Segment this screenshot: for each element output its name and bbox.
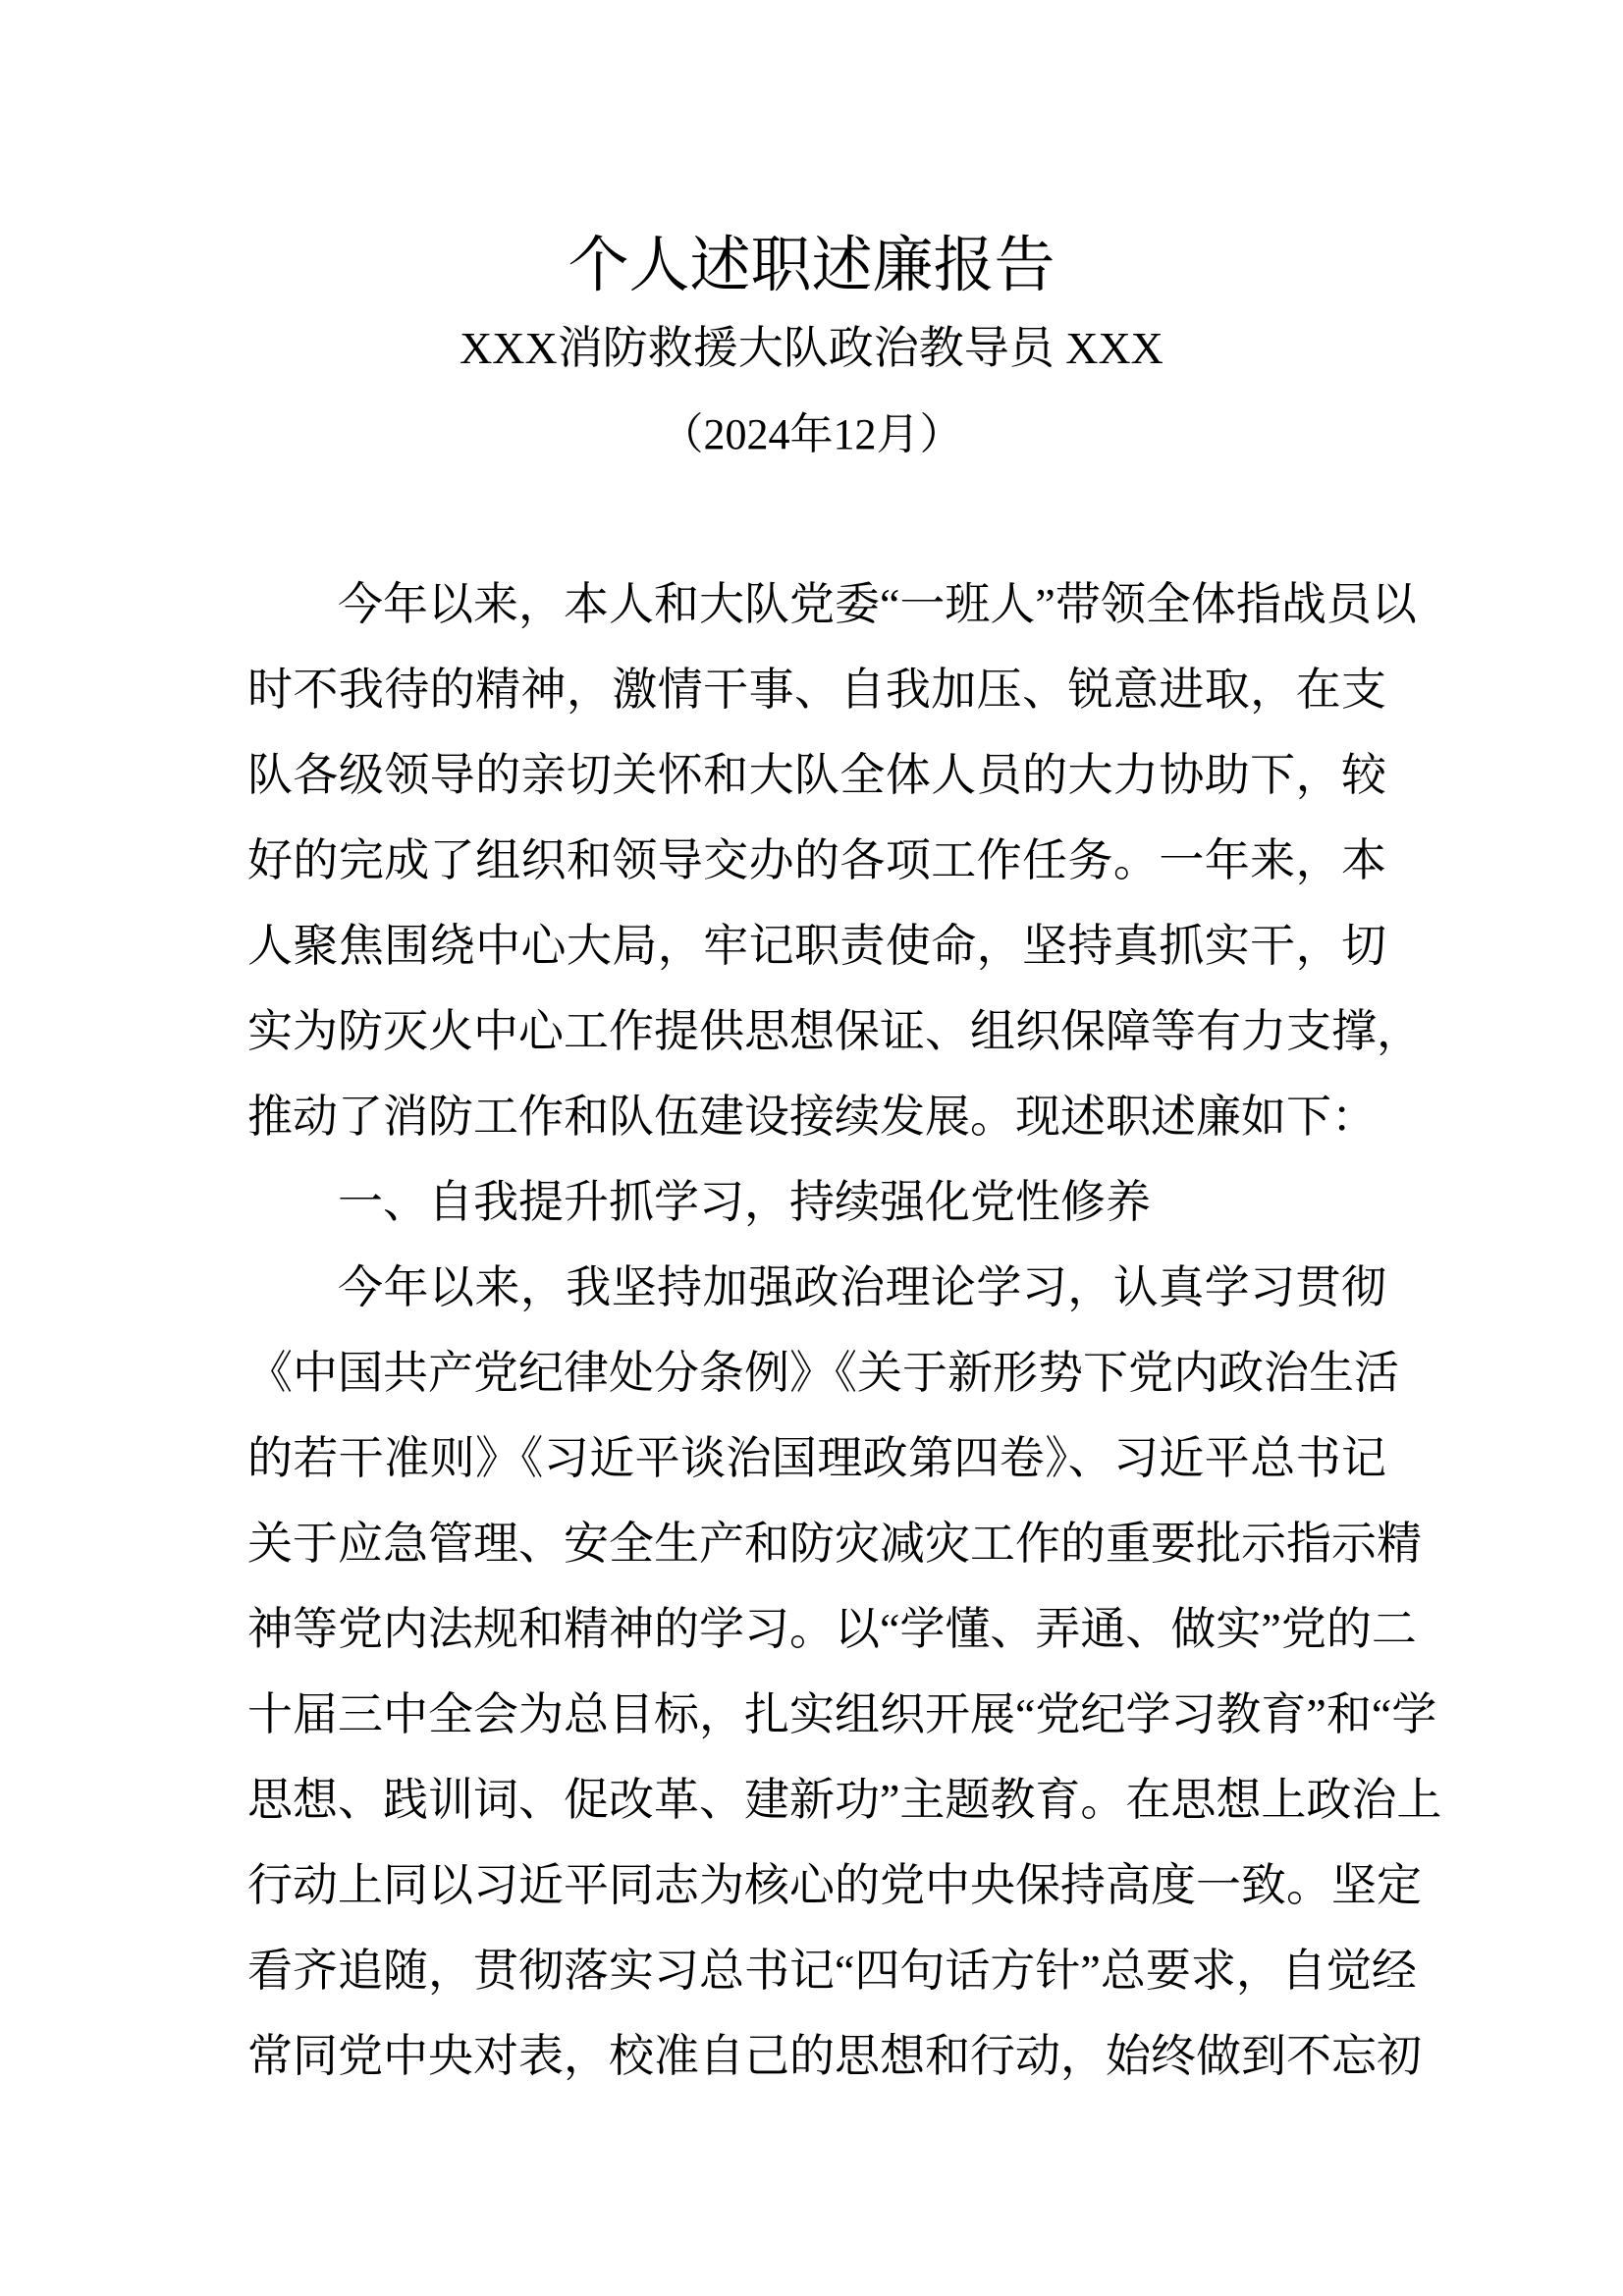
text-line: 好的完成了组织和领导交办的各项工作任务。一年来，本 xyxy=(247,835,1386,885)
text-line: 人聚焦围绕中心大局，牢记职责使命，坚持真抓实干，切 xyxy=(247,921,1386,971)
text-line: 推动了消防工作和队伍建设接续发展。现述职述廉如下： xyxy=(247,1092,1377,1142)
text-line: 看齐追随，贯彻落实习总书记“四句话方针”总要求，自觉经 xyxy=(247,1946,1417,1996)
text-line: 行动上同以习近平同志为核心的党中央保持高度一致。坚定 xyxy=(247,1860,1422,1910)
document-subtitle: XXX消防救援大队政治教导员 XXX xyxy=(460,323,1163,373)
text-line: 时不我待的精神，激情干事、自我加压、锐意进取，在支 xyxy=(247,665,1386,715)
text-line: 今年以来，本人和大队党委“一班人”带领全体指战员以 xyxy=(338,579,1417,629)
text-line: 的若干准则》《习近平谈治国理政第四卷》、习近平总书记 xyxy=(247,1433,1386,1483)
paragraph-2 xyxy=(247,1245,1442,2099)
text-line: 常同党中央对表，校准自己的思想和行动，始终做到不忘初 xyxy=(247,2031,1422,2081)
text-line: 实为防灭火中心工作提供思想保证、组织保障等有力支撑， xyxy=(247,1006,1422,1056)
text-line: 关于应急管理、安全生产和防灾减灾工作的重要批示指示精 xyxy=(247,1519,1422,1569)
text-line: 今年以来，我坚持加强政治理论学习，认真学习贯彻 xyxy=(338,1262,1386,1312)
document-body xyxy=(247,561,1442,2099)
text-line: 神等党内法规和精神的学习。以“学懂、弄通、做实”党的二 xyxy=(247,1604,1417,1654)
document-date: （2024年12月） xyxy=(660,410,963,458)
paragraph-1 xyxy=(247,561,1422,1159)
text-line: 十届三中全会为总目标，扎实组织开展“党纪学习教育”和“学 xyxy=(247,1689,1437,1739)
text-line: 《中国共产党纪律处分条例》《关于新形势下党内政治生活 xyxy=(247,1348,1399,1398)
document-title: 个人述职述廉报告 xyxy=(568,229,1055,300)
section-heading: 一、自我提升抓学习，持续强化党性修养 xyxy=(338,1177,1151,1227)
text-line: 思想、践训词、促改革、建新功”主题教育。在思想上政治上 xyxy=(247,1775,1442,1825)
text-line: 队各级领导的亲切关怀和大队全体人员的大力协助下，较 xyxy=(247,750,1386,800)
